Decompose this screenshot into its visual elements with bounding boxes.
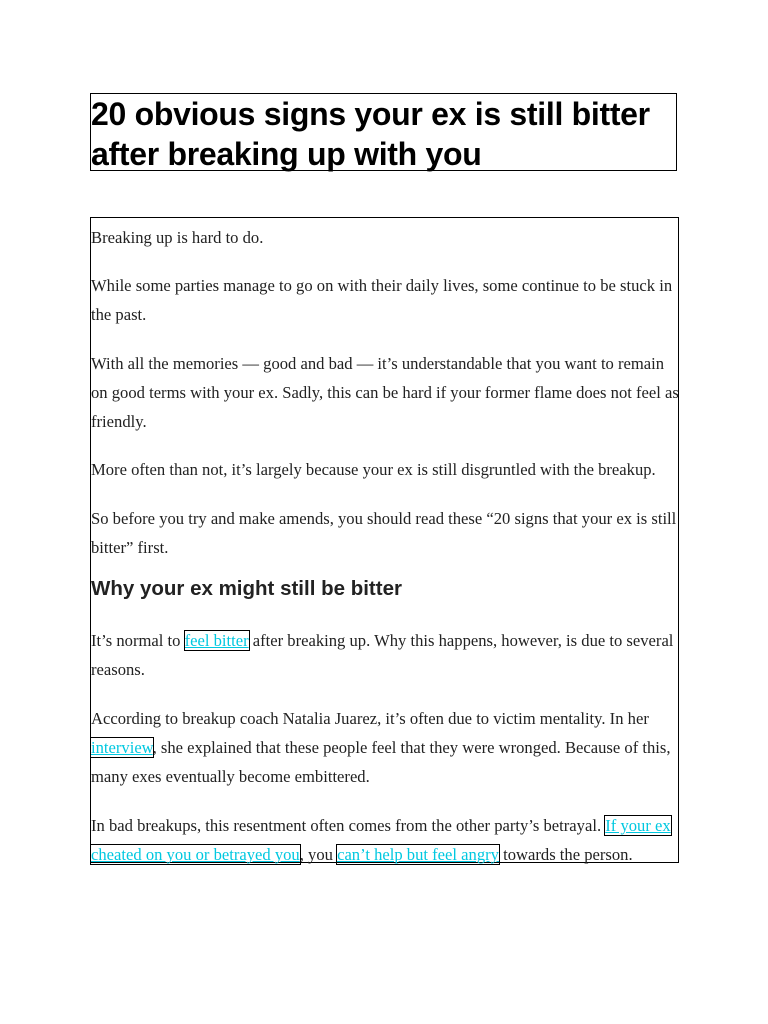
paragraph-6-before: It’s normal to: [91, 631, 185, 650]
paragraph-5: So before you try and make amends, you should read these “20 signs that your ex is still bitter” first.: [91, 509, 677, 557]
interview-link[interactable]: interview: [91, 738, 153, 757]
feel-bitter-link[interactable]: feel bitter: [184, 631, 249, 650]
paragraph-8-middle: , you: [299, 845, 338, 864]
feel-angry-link[interactable]: can’t help but feel angry: [337, 845, 499, 864]
paragraph-7-after: , she explained that these people feel that they were wronged. Because of this, many exes eventually become embittered.: [91, 738, 671, 786]
paragraph-8-before: In bad breakups, this resentment often comes from the other party’s betrayal.: [91, 816, 606, 835]
title-box: [90, 93, 677, 171]
paragraph-7: [91, 704, 680, 791]
paragraph-6: [91, 626, 680, 684]
paragraph-2: While some parties manage to go on with their daily lives, some continue to be stuck in the past.: [91, 276, 673, 324]
article-body: [90, 217, 679, 863]
paragraph-3: With all the memories — good and bad — it’s understandable that you want to remain on good terms with your ex. Sadly, this can be hard if your former flame does not feel as friendly.: [91, 354, 679, 431]
article-title: 20 obvious signs your ex is still bitter after breaking up with you: [91, 96, 650, 172]
paragraph-4: More often than not, it’s largely because your ex is still disgruntled with the breakup.: [91, 460, 656, 479]
paragraph-6-after: after breaking up. Why this happens, however, is due to several reasons.: [91, 631, 674, 679]
cheated-betrayed-link[interactable]: If your ex cheated on you or betrayed you: [91, 816, 671, 864]
paragraph-8-after: towards the person.: [498, 845, 633, 864]
paragraph-7-before: According to breakup coach Natalia Juarez, it’s often due to victim mentality. In her: [91, 709, 649, 728]
section-heading: Why your ex might still be bitter: [91, 577, 402, 600]
paragraph-1: Breaking up is hard to do.: [91, 228, 264, 247]
paragraph-8: [91, 811, 680, 869]
